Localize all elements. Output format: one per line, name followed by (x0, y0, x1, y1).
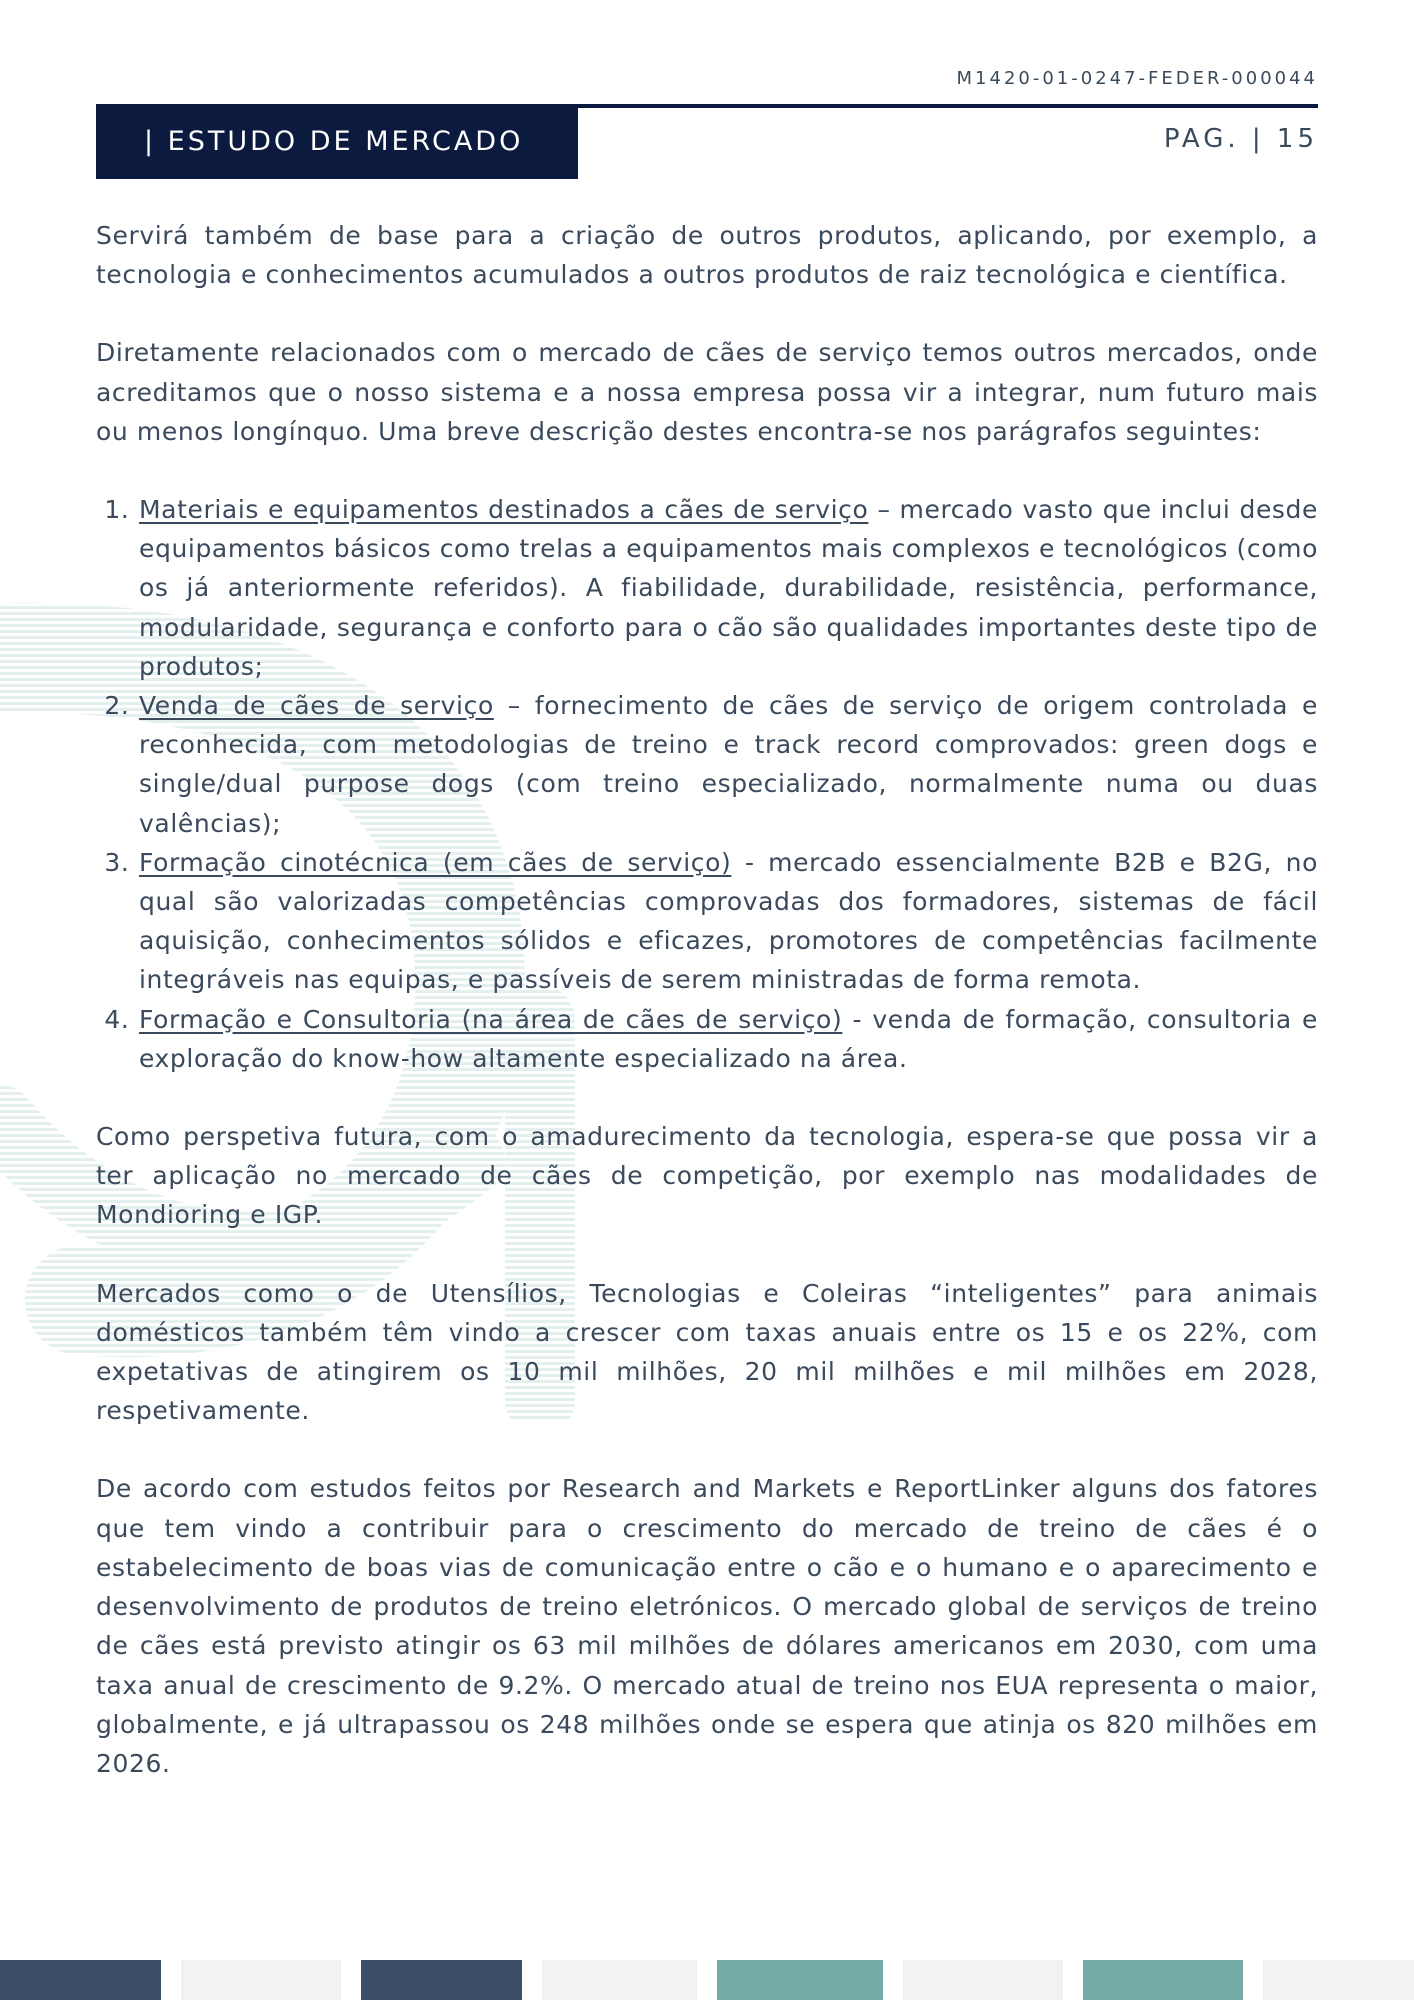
paragraph: De acordo com estudos feitos por Research and Markets e ReportLinker alguns dos fatores que tem vindo a contribuir para o crescimento do mercado de treino de cães é o estabelecimento de boas vias de comunicação entre o cão e o humano e o aparecimento e desenvolvimento de produtos de treino eletrónicos. O mercado global de serviços de treino de cães está previsto atingir os 63 mil milhões de dólares americanos em 2030, com uma taxa anual de crescimento de 9.2%. O mercado atual de treino nos EUA representa o maior, globalmente, e já ultrapassou os 248 milhões onde se espera que atinja os 820 milhões em 2026. (96, 1474, 1318, 1778)
list-item (138, 1000, 1318, 1078)
paragraph: Diretamente relacionados com o mercado de cães de serviço temos outros mercados, onde acreditamos que o nosso sistema e a nossa empresa possa vir a integrar, num futuro mais ou menos longínquo. Uma breve descrição destes encontra-se nos parágrafos seguintes: (96, 338, 1318, 446)
page-number: PAG. | 15 (1163, 124, 1318, 154)
list-item-text: - mercado essencialmente B2B e B2G, no qual são valorizadas competências comprovadas dos formadores, sistemas de fácil aquisição, conhecimentos sólidos e eficazes, promotores de competências facilmente integráveis nas equipas, e passíveis de serem ministradas de forma remota. (139, 847, 1318, 995)
list-item-term: Formação cinotécnica (em cães de serviço) (139, 847, 732, 877)
list-item-term: Formação e Consultoria (na área de cães de serviço) (139, 1004, 843, 1034)
paragraph: Mercados como o de Utensílios, Tecnologias e Coleiras “inteligentes” para animais domésticos também têm vindo a crescer com taxas anuais entre os 15 e os 22%, com expetativas de atingirem os 10 mil milhões, 20 mil milhões e mil milhões em 2028, respetivamente. (96, 1278, 1318, 1426)
market-list (96, 490, 1318, 1078)
footer-segment (903, 1960, 1063, 2000)
list-item-term: Venda de cães de serviço (139, 691, 494, 721)
footer-segment (1263, 1960, 1414, 2000)
section-title: | ESTUDO DE MERCADO (96, 104, 578, 179)
paragraph: Como perspetiva futura, com o amadurecimento da tecnologia, espera-se que possa vir a ter aplicação no mercado de cães de competição, por exemplo nas modalidades de Mondioring e IGP. (96, 1122, 1318, 1230)
document-code: M1420-01-0247-FEDER-000044 (956, 68, 1318, 89)
list-item-text: - venda de formação, consultoria e exploração do know-how altamente especializado na área. (139, 1004, 1318, 1073)
paragraph: Servirá também de base para a criação de outros produtos, aplicando, por exemplo, a tecnologia e conhecimentos acumulados a outros produtos de raiz tecnológica e científica. (96, 221, 1318, 290)
document-body (96, 216, 1318, 1822)
list-item-term: Materiais e equipamentos destinados a cães de serviço (139, 495, 869, 525)
footer-segment (717, 1960, 883, 2000)
list-item-text: – fornecimento de cães de serviço de origem controlada e reconhecida, com metodologias de treino e track record comprovados: green dogs e single/dual purpose dogs (com treino especializado, normalmente numa ou duas valências); (139, 691, 1318, 838)
list-item-text: – mercado vasto que inclui desde equipamentos básicos como trelas a equipamentos mais complexos e tecnológicos (como os já anteriormente referidos). A fiabilidade, durabilidade, resistência, performance, modularidade, segurança e conforto para o cão são qualidades importantes deste tipo de produtos; (139, 495, 1318, 681)
list-item (138, 686, 1318, 843)
footer-color-bar (0, 1960, 1414, 2000)
footer-segment (181, 1960, 341, 2000)
footer-segment (0, 1960, 161, 2000)
footer-segment (361, 1960, 522, 2000)
list-item (138, 843, 1318, 1000)
footer-segment (542, 1960, 697, 2000)
list-item (138, 490, 1318, 686)
footer-segment (1083, 1960, 1243, 2000)
